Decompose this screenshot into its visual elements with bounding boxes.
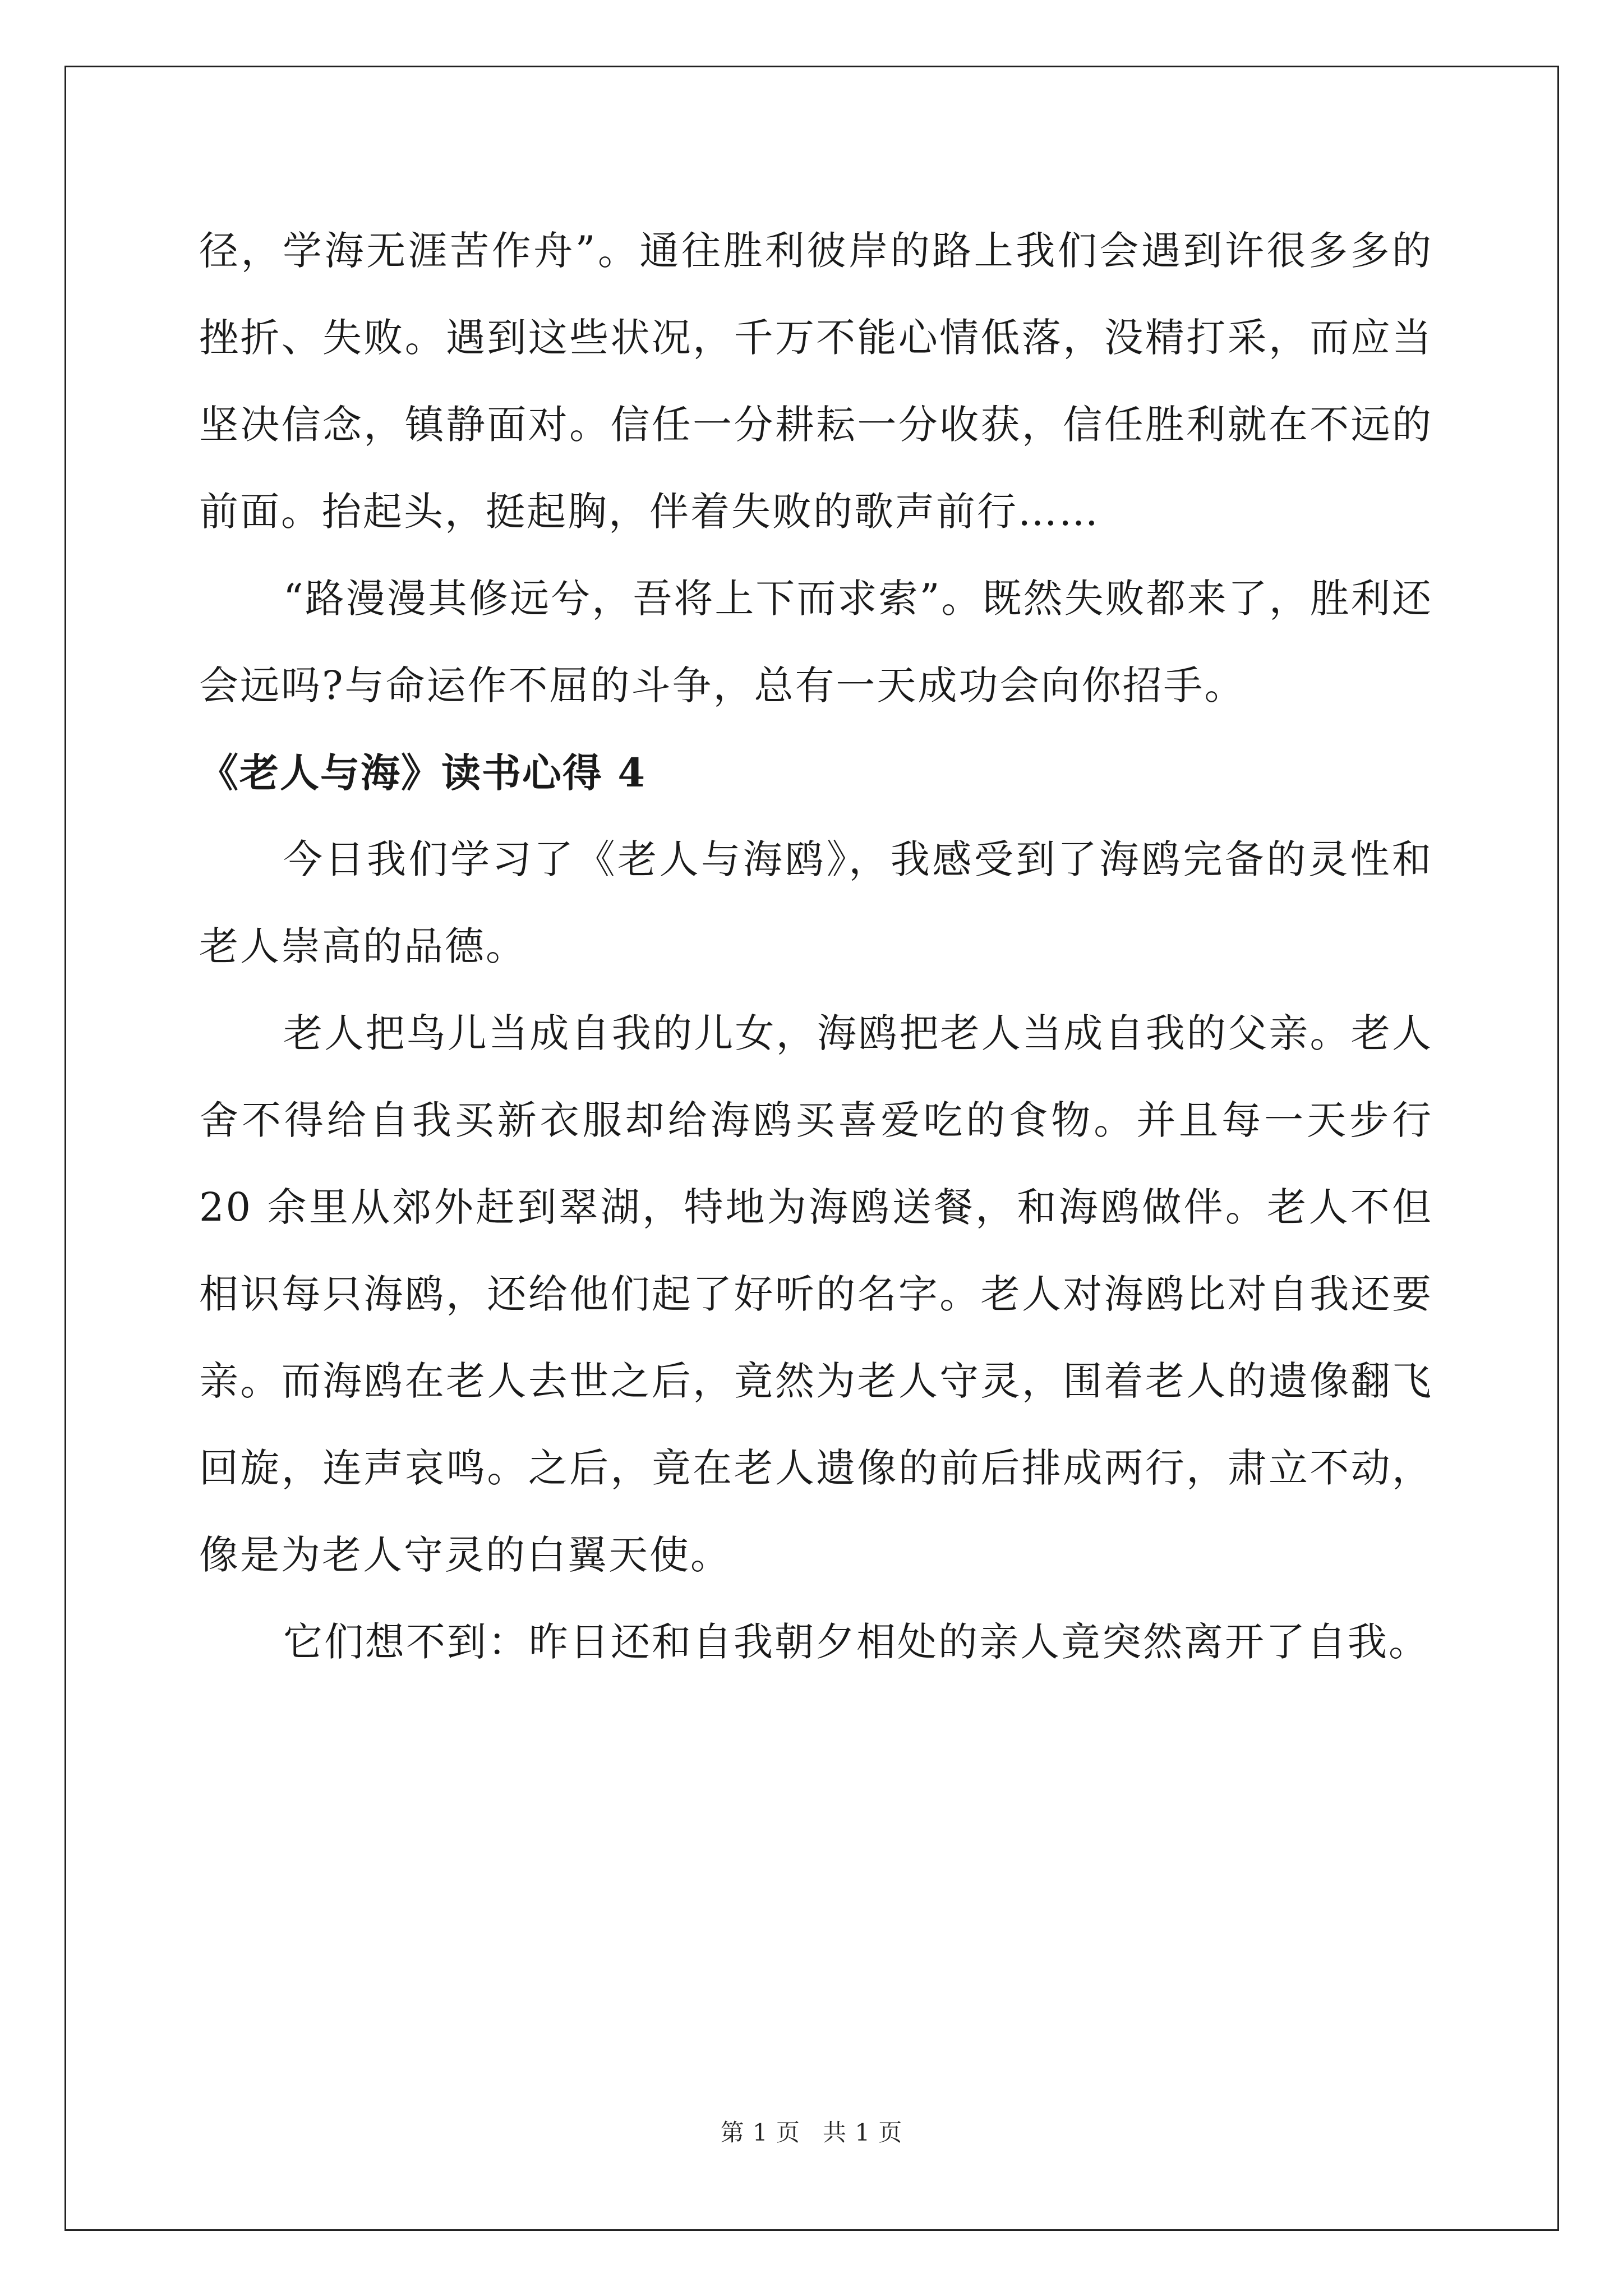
paragraph: 径，学海无涯苦作舟”。通往胜利彼岸的路上我们会遇到许很多多的挫折、失败。遇到这些状况，千万不能心情低落，没精打采，而应当坚决信念，镇静面对。信任一分耕耘一分收获，信任胜利就在不远的前面。抬起头，挺起胸，伴着失败的歌声前行…… <box>199 228 1433 535</box>
paragraph: 它们想不到：昨日还和自我朝夕相处的亲人竟突然离开了自我。 <box>283 1619 1430 1665</box>
paragraph: 老人把鸟儿当成自我的儿女，海鸥把老人当成自我的父亲。老人舍不得给自我买新衣服却给海鸥买喜爱吃的食物。并且每一天步行 20 余里从郊外赶到翠湖，特地为海鸥送餐，和海鸥做伴。老人不但相识每只海鸥，还给他们起了好听的名字。老人对海鸥比对自我还要亲。而海鸥在老人去世之后，竟然为老人守灵，围着老人的遗像翻飞回旋，连声哀鸣。之后，竟在老人遗像的前后排成两行，肃立不动，像是为老人守灵的白翼天使。 <box>199 1010 1433 1578</box>
paragraph: 今日我们学习了《老人与海鸥》，我感受到了海鸥完备的灵性和老人崇高的品德。 <box>199 836 1433 969</box>
page-number: 第 1 页 <box>720 2119 800 2146</box>
section-heading: 《老人与海》读书心得 4 <box>199 749 647 796</box>
page-total: 共 1 页 <box>823 2119 903 2146</box>
document-body <box>199 208 1433 1686</box>
page-footer <box>0 2116 1623 2150</box>
paragraph: “路漫漫其修远兮，吾将上下而求索”。既然失败都来了，胜利还会远吗?与命运作不屈的斗争，总有一天成功会向你招手。 <box>199 576 1433 708</box>
